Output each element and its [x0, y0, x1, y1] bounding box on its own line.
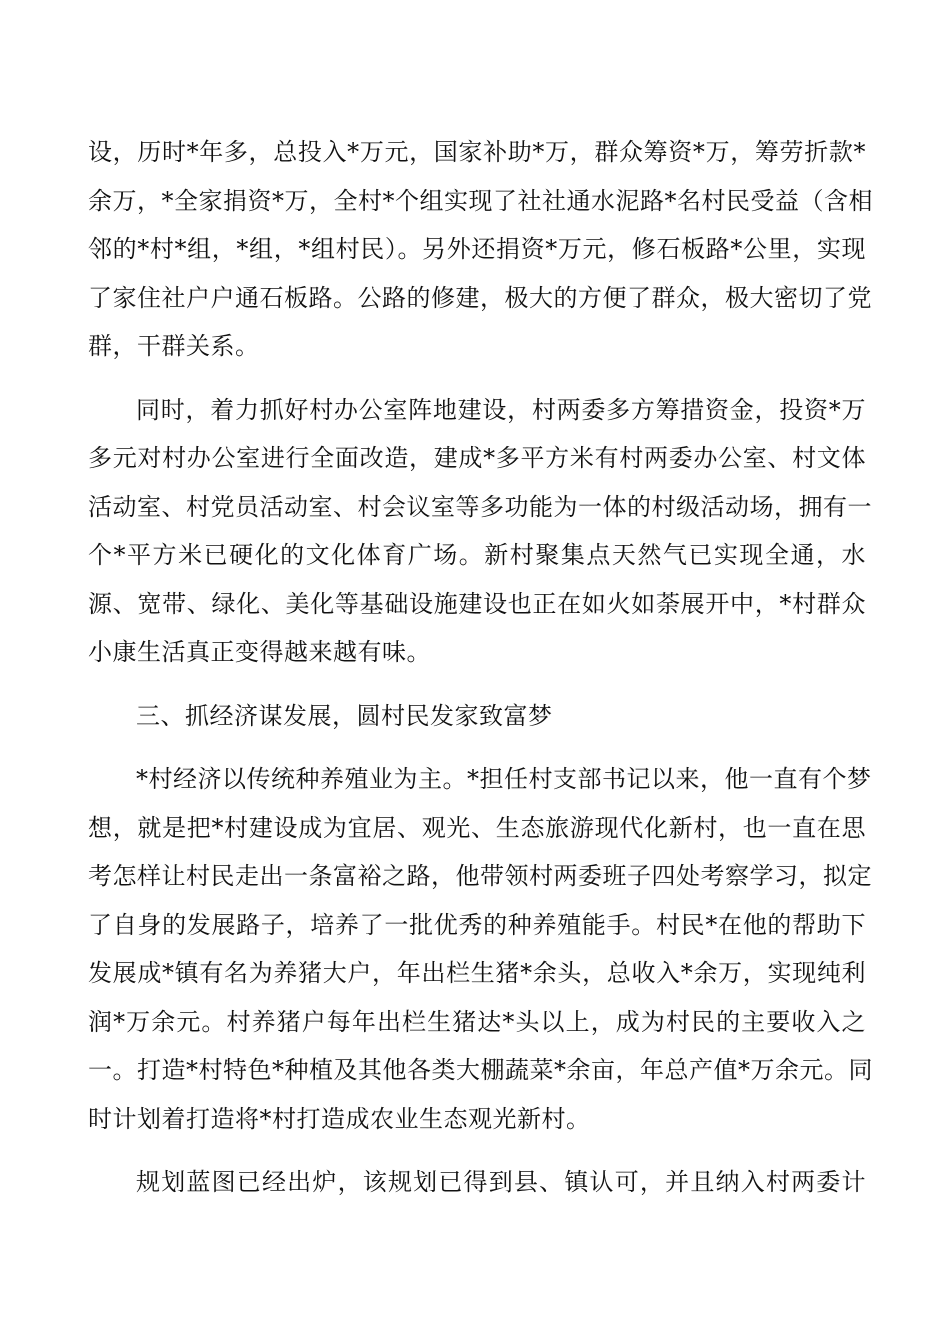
text-line: 小康生活真正变得越来越有味。 — [88, 638, 431, 666]
text-line: 个*平方米已硬化的文化体育广场。新村聚集点天然气已实现全通，水 — [88, 541, 866, 569]
text-line: 想，就是把*村建设成为宜居、观光、生态旅游现代化新村，也一直在思 — [88, 813, 866, 842]
text-line: 了自身的发展路子，培养了一批优秀的种养殖能手。村民*在他的帮助下 — [88, 910, 866, 939]
text-line: 活动室、村党员活动室、村会议室等多功能为一体的村级活动场，拥有一 — [88, 492, 872, 521]
text-line: 了家住社户户通石板路。公路的修建，极大的方便了群众，极大密切了党 — [88, 283, 872, 312]
section-heading — [88, 692, 866, 741]
text-line: 考怎样让村民走出一条富裕之路，他带领村两委班子四处考察学习，拟定 — [88, 862, 872, 890]
document-body — [88, 128, 873, 1207]
paragraph — [88, 128, 873, 371]
text-line: 群，干群关系。 — [88, 332, 260, 360]
text-line: 邻的*村*组，*组，*组村民）。另外还捐资*万元，修石板路*公里，实现 — [88, 235, 866, 263]
text-line: 多元对村办公室进行全面改造，建成*多平方米有村两委办公室、村文体 — [88, 444, 866, 472]
text-line: 时计划着打造将*村打造成农业生态观光新村。 — [88, 1104, 591, 1133]
paragraph — [88, 755, 873, 1143]
text-line: *村经济以传统种养殖业为主。*担任村支部书记以来，他一直有个梦 — [136, 765, 872, 793]
text-line: 余万，*全家捐资*万，全村*个组实现了社社通水泥路*名村民受益（含相 — [88, 186, 873, 215]
text-line: 发展成*镇有名为养猪大户，年出栏生猪*余头，总收入*余万，实现纯利 — [88, 959, 866, 987]
text-line: 润*万余元。村养猪户每年出栏生猪达*头以上，成为村民的主要收入之 — [88, 1007, 866, 1036]
text-line: 设，历时*年多，总投入*万元，国家补助*万，群众筹资*万，筹劳折款* — [88, 138, 866, 166]
text-line: 源、宽带、绿化、美化等基础设施建设也正在如火如荼展开中，*村群众 — [88, 589, 866, 618]
paragraph — [88, 1158, 866, 1207]
paragraph — [88, 386, 872, 677]
text-line: 三、抓经济谋发展，圆村民发家致富梦 — [136, 701, 553, 730]
text-line: 规划蓝图已经出炉，该规划已得到县、镇认可，并且纳入村两委计 — [136, 1168, 866, 1196]
text-line: 一。打造*村特色*种植及其他各类大棚蔬菜*余亩，年总产值*万余元。同 — [88, 1056, 873, 1084]
text-line: 同时，着力抓好村办公室阵地建设，村两委多方筹措资金，投资*万 — [136, 395, 866, 424]
